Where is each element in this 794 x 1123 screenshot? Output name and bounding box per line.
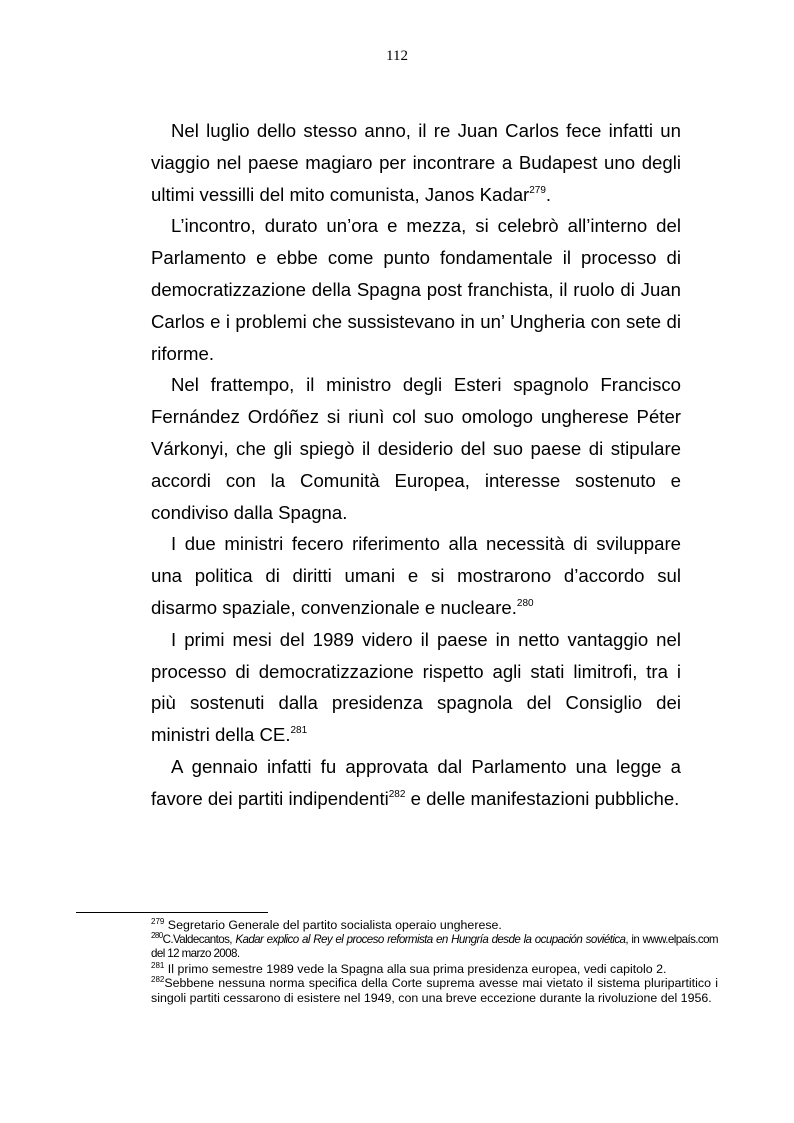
paragraph: Nel frattempo, il ministro degli Esteri spagnolo Francisco Fernández Ordóñez si riunì col suo omologo ungherese Péter Várkonyi, che gli spiegò il desiderio del suo paese di stipulare accordi con la Comunità Europea, interesse sostenuto e condiviso dalla Spagna. (151, 374, 681, 523)
paragraph: I due ministri fecero riferimento alla necessità di sviluppare una politica di diritti umani e si mostrarono d’accordo sul disarmo spaziale, convenzionale e nucleare.$^{280}$ (151, 533, 681, 618)
footnote-number: 282 (151, 975, 165, 985)
footnote-number: 280 (151, 930, 163, 940)
footnote-reference[interactable]: 280 (516, 597, 534, 609)
body-text (151, 115, 681, 815)
footnote-reference[interactable]: 279 (529, 184, 546, 196)
footnote: $^{280}$C.Valdecantos, Kadar explico al Rey el proceso reformista en Hungría desde la ocupación soviética, in www.elpaís.com del 12 marzo 2008. (151, 930, 718, 961)
footnote-reference[interactable]: 281 (290, 725, 308, 737)
paragraph: I primi mesi del 1989 videro il paese in netto vantaggio nel processo di democratizzazione rispetto agli stati limitrofi, tra i più sostenuti dalla presidenza spagnola del Consiglio dei ministri della CE.$^{281}$ (151, 628, 681, 746)
page-number: 112 (386, 48, 408, 64)
paragraph: Nel luglio dello stesso anno, il re Juan Carlos fece infatti un viaggio nel paese magiaro per incontrare a Budapest uno degli ultimi vessilli del mito comunista, Janos Kadar$^{279}$. (151, 120, 681, 205)
footnote-number: 281 (151, 960, 165, 970)
footnotes (151, 918, 718, 1006)
footnote: $^{281}$ Il primo semestre 1989 vede la Spagna alla sua prima presidenza europea, vedi capitolo 2. (151, 960, 667, 976)
paragraph: L’incontro, durato un’ora e mezza, si celebrò all’interno del Parlamento e ebbe come punto fondamentale il processo di democratizzazione della Spagna post franchista, il ruolo di Juan Carlos e i problemi che sussistevano in un’ Ungheria con sete di riforme. (151, 215, 681, 364)
paragraph: A gennaio infatti fu approvata dal Parlamento una legge a favore dei partiti indipendenti$^{282}$ e delle manifestazioni pubbliche. (151, 755, 681, 809)
footnote: $^{282}$Sebbene nessuna norma specifica della Corte suprema avesse mai vietato il sistema pluripartitico i singoli partiti cessarono di esistere nel 1949, con una breve eccezione durante la rivoluzione del 1956. (151, 975, 718, 1005)
footnote-separator (76, 912, 268, 913)
cited-title: Kadar explico al Rey el proceso reformista en Hungría desde la ocupación soviética (235, 932, 626, 946)
footnote-number: 279 (151, 917, 165, 926)
footnote: $^{279}$ Segretario Generale del partito socialista operaio ungherese. (151, 917, 502, 932)
footnote-reference[interactable]: 282 (388, 788, 406, 800)
